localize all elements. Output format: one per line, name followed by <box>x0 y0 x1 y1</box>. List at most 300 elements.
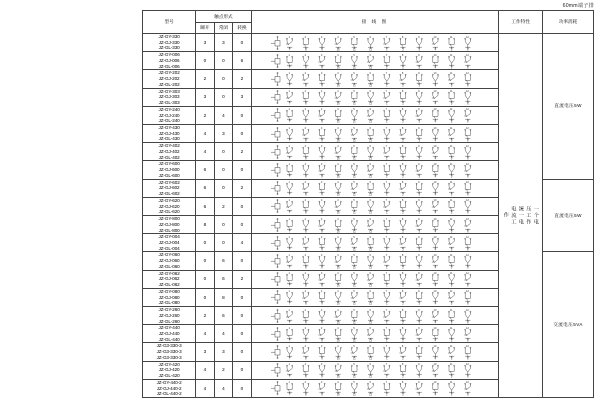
svg-text:1: 1 <box>386 139 388 142</box>
contact-count-cell: 0 <box>196 288 215 306</box>
svg-text:2: 2 <box>304 235 307 239</box>
power-consumption-cell: 交流电压5VA <box>543 252 594 398</box>
svg-text:12: 12 <box>369 303 372 306</box>
contact-count-cell: 0 <box>233 125 252 143</box>
svg-text:9: 9 <box>321 303 323 306</box>
svg-text:10: 10 <box>336 212 340 215</box>
contact-count-cell: 0 <box>196 52 215 70</box>
svg-text:7: 7 <box>385 53 388 57</box>
svg-text:9: 9 <box>418 199 420 203</box>
svg-text:8: 8 <box>401 290 404 294</box>
svg-text:9: 9 <box>321 212 323 215</box>
svg-text:8: 8 <box>305 339 307 342</box>
svg-text:2: 2 <box>402 102 404 106</box>
svg-text:9: 9 <box>418 381 420 385</box>
svg-text:10: 10 <box>433 144 437 148</box>
svg-text:5: 5 <box>450 193 453 197</box>
svg-text:12: 12 <box>465 217 469 221</box>
svg-text:6: 6 <box>467 357 469 361</box>
contact-count-cell: 0 <box>233 34 252 52</box>
model-line: JZ-GY-303 <box>158 88 180 94</box>
svg-text:1: 1 <box>288 90 290 94</box>
svg-text:7: 7 <box>288 175 291 179</box>
svg-text:6: 6 <box>369 272 371 276</box>
svg-text:7: 7 <box>385 108 388 112</box>
svg-text:10: 10 <box>336 175 340 179</box>
svg-text:3: 3 <box>320 90 323 94</box>
svg-text:8: 8 <box>401 199 404 203</box>
svg-text:12: 12 <box>369 175 372 179</box>
svg-text:1: 1 <box>386 357 388 361</box>
contact-count-cell: 0 <box>233 197 252 215</box>
svg-text:4: 4 <box>337 326 339 330</box>
svg-text:10: 10 <box>433 108 437 112</box>
model-line: JZ-GY-062 <box>158 270 180 276</box>
svg-text:9: 9 <box>418 290 420 294</box>
svg-text:9: 9 <box>321 139 323 142</box>
svg-text:7: 7 <box>385 217 388 221</box>
model-cell <box>143 234 196 252</box>
svg-text:11: 11 <box>352 121 356 124</box>
svg-text:3: 3 <box>418 175 420 179</box>
svg-text:1: 1 <box>288 381 290 385</box>
svg-text:6: 6 <box>467 248 469 251</box>
svg-text:3: 3 <box>320 326 323 330</box>
svg-text:6: 6 <box>467 212 469 215</box>
svg-text:7: 7 <box>288 339 291 342</box>
svg-text:7: 7 <box>385 235 388 239</box>
model-line: JZ-GJ-402 <box>158 148 180 154</box>
svg-text:7: 7 <box>385 254 388 258</box>
svg-text:6: 6 <box>369 90 371 94</box>
wiring-diagram-cell <box>251 70 498 88</box>
svg-text:3: 3 <box>320 199 323 203</box>
contact-count-cell: 6 <box>214 307 233 325</box>
model-line: JZ-G3-330-3 <box>156 354 182 360</box>
svg-text:3: 3 <box>418 66 420 69</box>
svg-text:10: 10 <box>336 394 340 397</box>
model-line: JZ-G3-330-3 <box>156 349 182 355</box>
wiring-diagram-cell <box>251 179 498 197</box>
svg-text:2: 2 <box>402 157 404 160</box>
model-line: JZ-GL-202 <box>158 81 180 87</box>
svg-text:10: 10 <box>433 290 437 294</box>
svg-text:1: 1 <box>386 84 388 87</box>
svg-text:7: 7 <box>385 363 388 367</box>
svg-text:5: 5 <box>450 303 453 306</box>
working-characteristic-cell <box>499 34 543 398</box>
svg-text:7: 7 <box>385 308 388 312</box>
svg-text:1: 1 <box>386 303 388 306</box>
svg-text:3: 3 <box>418 321 420 324</box>
svg-text:6: 6 <box>369 126 371 130</box>
svg-text:8: 8 <box>305 248 307 251</box>
svg-text:1: 1 <box>288 72 290 75</box>
svg-text:11: 11 <box>352 48 356 51</box>
svg-text:6: 6 <box>369 53 371 57</box>
svg-text:10: 10 <box>336 375 340 379</box>
contact-count-cell: 6 <box>233 52 252 70</box>
svg-text:3: 3 <box>418 121 420 124</box>
svg-text:9: 9 <box>321 230 323 233</box>
svg-text:1: 1 <box>288 326 290 330</box>
svg-text:3: 3 <box>418 357 420 361</box>
svg-text:6: 6 <box>467 66 469 69</box>
svg-text:2: 2 <box>402 139 404 142</box>
contact-count-cell: 3 <box>214 34 233 52</box>
model-line: JZ-GL-440 <box>158 336 180 342</box>
model-line: JZ-GJ-440 <box>158 330 180 336</box>
svg-text:6: 6 <box>467 193 469 197</box>
svg-text:2: 2 <box>402 121 404 124</box>
svg-text:1: 1 <box>386 230 388 233</box>
svg-text:2: 2 <box>402 175 404 179</box>
svg-text:12: 12 <box>465 126 469 130</box>
svg-text:11: 11 <box>449 53 453 57</box>
contact-count-cell: 0 <box>214 216 233 234</box>
model-line: JZ-GY-420 <box>158 361 180 367</box>
svg-text:9: 9 <box>321 339 323 342</box>
model-cell <box>143 379 196 397</box>
svg-text:7: 7 <box>385 199 388 203</box>
svg-text:4: 4 <box>337 381 339 385</box>
svg-text:12: 12 <box>465 199 469 203</box>
svg-text:2: 2 <box>402 339 404 342</box>
contact-count-cell: 4 <box>196 361 215 379</box>
svg-text:4: 4 <box>434 303 437 306</box>
svg-text:7: 7 <box>385 163 388 167</box>
svg-text:1: 1 <box>288 308 290 312</box>
wiring-diagram-cell <box>251 34 498 52</box>
svg-text:4: 4 <box>337 53 339 57</box>
svg-text:9: 9 <box>321 266 323 270</box>
svg-text:4: 4 <box>337 126 339 130</box>
svg-text:9: 9 <box>418 272 420 276</box>
svg-text:6: 6 <box>369 254 371 258</box>
svg-text:7: 7 <box>288 66 291 69</box>
contact-count-cell: 0 <box>233 216 252 234</box>
svg-text:12: 12 <box>369 102 372 106</box>
svg-text:7: 7 <box>288 357 291 361</box>
svg-text:12: 12 <box>465 90 469 94</box>
svg-text:1: 1 <box>288 163 290 167</box>
svg-text:11: 11 <box>352 375 356 379</box>
svg-text:9: 9 <box>321 121 323 124</box>
wiring-diagram-cell <box>251 379 498 397</box>
svg-text:2: 2 <box>402 394 404 397</box>
contact-count-cell: 2 <box>233 179 252 197</box>
svg-text:8: 8 <box>305 175 307 179</box>
svg-text:10: 10 <box>336 230 340 233</box>
svg-text:3: 3 <box>418 230 420 233</box>
svg-text:8: 8 <box>401 363 404 367</box>
svg-text:5: 5 <box>353 199 355 203</box>
svg-text:8: 8 <box>305 66 307 69</box>
svg-text:11: 11 <box>352 84 356 87</box>
wiring-diagram-cell <box>251 106 498 124</box>
model-cell <box>143 143 196 161</box>
model-cell <box>143 34 196 52</box>
svg-text:4: 4 <box>434 266 437 270</box>
svg-text:1: 1 <box>386 266 388 270</box>
contact-count-cell: 0 <box>233 325 252 343</box>
model-cell <box>143 197 196 215</box>
model-line: JZ-GY-080 <box>158 288 180 294</box>
svg-text:7: 7 <box>385 181 388 185</box>
svg-text:3: 3 <box>320 381 323 385</box>
svg-text:7: 7 <box>385 126 388 130</box>
svg-text:2: 2 <box>304 254 307 258</box>
svg-text:2: 2 <box>304 272 307 276</box>
svg-text:7: 7 <box>288 394 291 397</box>
contact-count-cell: 6 <box>196 161 215 179</box>
svg-text:9: 9 <box>321 375 323 379</box>
model-line: JZ-GL-006 <box>158 63 180 69</box>
svg-text:11: 11 <box>449 235 453 239</box>
table-row <box>143 34 594 52</box>
svg-text:6: 6 <box>467 394 469 397</box>
svg-text:11: 11 <box>352 175 356 179</box>
model-line: JZ-GL-004 <box>158 245 180 251</box>
svg-text:9: 9 <box>321 157 323 160</box>
svg-text:11: 11 <box>449 363 453 367</box>
svg-text:10: 10 <box>336 84 340 87</box>
svg-text:12: 12 <box>369 66 372 69</box>
model-cell <box>143 52 196 70</box>
svg-text:7: 7 <box>385 72 388 75</box>
svg-text:3: 3 <box>320 181 323 185</box>
svg-text:12: 12 <box>465 272 469 276</box>
svg-text:1: 1 <box>386 375 388 379</box>
svg-text:10: 10 <box>433 72 437 75</box>
svg-text:9: 9 <box>321 66 323 69</box>
svg-text:8: 8 <box>305 266 307 270</box>
svg-text:9: 9 <box>418 53 420 57</box>
svg-text:3: 3 <box>418 303 420 306</box>
svg-text:9: 9 <box>321 48 323 51</box>
svg-text:8: 8 <box>401 181 404 185</box>
svg-text:11: 11 <box>449 345 453 349</box>
contact-count-cell: 4 <box>233 234 252 252</box>
svg-text:7: 7 <box>288 139 291 142</box>
svg-text:1: 1 <box>288 126 290 130</box>
svg-text:10: 10 <box>336 121 340 124</box>
svg-text:9: 9 <box>418 90 420 94</box>
svg-text:1: 1 <box>288 272 290 276</box>
svg-text:6: 6 <box>467 339 469 342</box>
svg-text:3: 3 <box>418 139 420 142</box>
svg-text:4: 4 <box>337 108 339 112</box>
model-line: JZ-GY-600 <box>158 161 180 167</box>
model-line: JZ-GL-440-2 <box>156 391 182 397</box>
contact-count-cell: 8 <box>214 288 233 306</box>
svg-text:1: 1 <box>386 321 388 324</box>
svg-text:2: 2 <box>304 308 307 312</box>
svg-text:6: 6 <box>467 375 469 379</box>
model-line: JZ-GJ-062 <box>158 276 180 282</box>
wiring-diagram-cell <box>251 52 498 70</box>
svg-text:1: 1 <box>288 53 290 57</box>
contact-count-cell: 4 <box>196 125 215 143</box>
svg-text:7: 7 <box>385 35 388 39</box>
svg-text:11: 11 <box>352 139 356 142</box>
svg-text:1: 1 <box>288 144 290 148</box>
svg-text:3: 3 <box>418 248 420 251</box>
contact-count-cell: 8 <box>196 216 215 234</box>
svg-text:10: 10 <box>433 326 437 330</box>
model-line: JZ-GJ-800 <box>158 221 180 227</box>
svg-text:12: 12 <box>465 181 469 185</box>
svg-text:5: 5 <box>450 48 453 51</box>
svg-text:11: 11 <box>352 102 356 106</box>
svg-text:7: 7 <box>288 266 291 270</box>
model-line: JZ-GL-620 <box>158 209 180 215</box>
svg-text:10: 10 <box>433 199 437 203</box>
svg-text:3: 3 <box>418 284 420 288</box>
svg-text:8: 8 <box>305 321 307 324</box>
svg-text:3: 3 <box>320 72 323 75</box>
svg-text:4: 4 <box>337 181 339 185</box>
svg-text:5: 5 <box>353 345 355 349</box>
svg-text:7: 7 <box>288 102 291 106</box>
svg-text:8: 8 <box>305 303 307 306</box>
model-line: JZ-GY-260 <box>158 307 180 313</box>
svg-text:2: 2 <box>304 72 307 75</box>
svg-text:11: 11 <box>449 144 453 148</box>
svg-text:9: 9 <box>418 163 420 167</box>
contact-count-cell: 3 <box>196 88 215 106</box>
svg-text:6: 6 <box>467 121 469 124</box>
model-line: JZ-GY-240 <box>158 106 180 112</box>
svg-text:1: 1 <box>386 284 388 288</box>
contact-count-cell: 6 <box>196 197 215 215</box>
contact-count-cell: 0 <box>233 252 252 270</box>
svg-text:8: 8 <box>305 84 307 87</box>
svg-text:11: 11 <box>449 217 453 221</box>
svg-text:7: 7 <box>385 345 388 349</box>
svg-text:2: 2 <box>402 212 404 215</box>
svg-text:11: 11 <box>352 157 356 160</box>
model-line: JZ-GJ-004 <box>158 239 180 245</box>
characteristic-column: 统一电 <box>517 205 524 226</box>
svg-text:3: 3 <box>418 339 420 342</box>
model-cell <box>143 70 196 88</box>
contact-count-cell: 2 <box>233 70 252 88</box>
svg-text:11: 11 <box>449 254 453 258</box>
svg-text:12: 12 <box>369 212 372 215</box>
wiring-diagram-cell <box>251 288 498 306</box>
model-line: JZ-GL-600 <box>158 172 180 178</box>
svg-text:12: 12 <box>465 108 469 112</box>
svg-text:1: 1 <box>386 66 388 69</box>
svg-text:10: 10 <box>336 157 340 160</box>
svg-text:1: 1 <box>386 248 388 251</box>
svg-text:9: 9 <box>321 248 323 251</box>
characteristic-column: 压工作 <box>525 205 532 226</box>
power-consumption-cell: 直流电压5W <box>543 34 594 180</box>
specification-table <box>142 10 594 398</box>
svg-text:3: 3 <box>418 84 420 87</box>
model-line: JZ-GJ-420 <box>158 367 180 373</box>
svg-text:12: 12 <box>465 163 469 167</box>
svg-text:3: 3 <box>418 394 420 397</box>
svg-text:11: 11 <box>352 321 356 324</box>
header-sub-changeover: 转换 <box>233 23 252 34</box>
svg-text:8: 8 <box>401 108 404 112</box>
svg-text:11: 11 <box>352 394 356 397</box>
svg-text:9: 9 <box>321 284 323 288</box>
svg-text:4: 4 <box>337 254 339 258</box>
svg-text:8: 8 <box>401 381 404 385</box>
svg-text:12: 12 <box>369 284 372 288</box>
svg-text:10: 10 <box>336 102 340 106</box>
contact-count-cell: 0 <box>233 343 252 361</box>
svg-text:3: 3 <box>320 144 323 148</box>
model-line: JZ-GL-800 <box>158 227 180 233</box>
svg-text:6: 6 <box>369 72 371 75</box>
model-line: JZ-GL-060 <box>158 263 180 269</box>
svg-text:3: 3 <box>320 363 323 367</box>
svg-text:2: 2 <box>402 193 404 197</box>
svg-text:3: 3 <box>418 102 420 106</box>
model-line: JZ-GY-330 <box>158 34 180 39</box>
contact-count-cell: 3 <box>196 34 215 52</box>
svg-text:6: 6 <box>467 303 469 306</box>
model-line: JZ-GJ-303 <box>158 94 180 100</box>
svg-text:11: 11 <box>449 163 453 167</box>
svg-text:2: 2 <box>304 144 307 148</box>
contact-count-cell: 6 <box>214 252 233 270</box>
svg-text:12: 12 <box>465 326 469 330</box>
model-line: JZ-GJ-202 <box>158 76 180 82</box>
svg-text:5: 5 <box>353 381 355 385</box>
svg-text:1: 1 <box>288 199 290 203</box>
svg-text:11: 11 <box>449 199 453 203</box>
svg-text:5: 5 <box>450 84 453 87</box>
model-line: JZ-GY-430 <box>158 125 180 131</box>
svg-text:8: 8 <box>401 235 404 239</box>
svg-text:8: 8 <box>401 53 404 57</box>
svg-text:11: 11 <box>352 212 356 215</box>
svg-text:4: 4 <box>434 248 437 251</box>
svg-text:10: 10 <box>433 363 437 367</box>
svg-text:10: 10 <box>336 48 340 51</box>
svg-text:3: 3 <box>320 53 323 57</box>
svg-text:4: 4 <box>434 121 437 124</box>
svg-text:4: 4 <box>337 217 339 221</box>
svg-text:8: 8 <box>401 217 404 221</box>
model-line: JZ-GJ-240 <box>158 112 180 118</box>
svg-text:4: 4 <box>434 84 437 87</box>
contact-count-cell: 0 <box>233 379 252 397</box>
svg-text:4: 4 <box>434 321 437 324</box>
svg-text:11: 11 <box>449 181 453 185</box>
svg-text:11: 11 <box>449 72 453 75</box>
model-cell <box>143 270 196 288</box>
svg-text:10: 10 <box>433 272 437 276</box>
svg-text:1: 1 <box>288 254 290 258</box>
svg-text:3: 3 <box>320 163 323 167</box>
model-cell <box>143 125 196 143</box>
svg-text:7: 7 <box>288 193 291 197</box>
svg-text:1: 1 <box>386 102 388 106</box>
svg-text:8: 8 <box>401 163 404 167</box>
contact-count-cell: 2 <box>196 70 215 88</box>
contact-count-cell: 0 <box>196 252 215 270</box>
svg-text:3: 3 <box>320 35 323 39</box>
model-cell <box>143 252 196 270</box>
wiring-diagram-cell <box>251 197 498 215</box>
